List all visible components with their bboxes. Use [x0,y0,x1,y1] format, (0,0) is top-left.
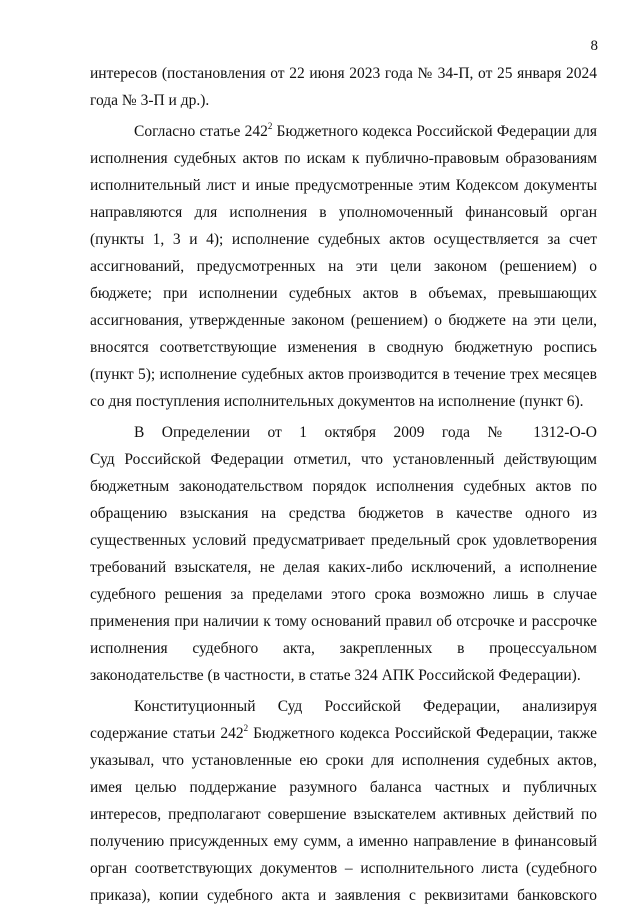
text-line: интересов (постановления от 22 июня 2023 года № 34-П, от 25 января 2024 [90,65,597,82]
text-line: года № 3-П и др.). [90,92,210,109]
text-fragment: Согласно статье 242 [134,123,268,140]
text-line: исполнительный лист и иные предусмотренные этим Кодексом документы [90,177,597,194]
superscript: 2 [267,121,273,131]
text-line: бюджетным законодательством порядок исполнения судебных актов по [90,478,597,495]
text-line: орган соответствующих документов – исполнительного листа (судебного [90,860,597,877]
text-line: Конституционный Суд Российской Федерации, анализируя [134,698,597,715]
text-fragment: Бюджетного кодекса Российской Федерации для [272,123,597,140]
text-line: требований взыскателя, не делая каких-либо исключений, а исполнение [90,559,597,576]
text-fragment: содержание статьи 242 [90,725,244,742]
text-fragment: Бюджетного кодекса Российской Федерации, также [248,725,597,742]
text-line: вносятся соответствующие изменения в сводную бюджетную роспись [90,339,597,356]
text-line: имея целью поддержание разумного баланса частных и публичных [90,779,597,796]
text-line: применения при наличии к тому оснований правил об отсрочке и рассрочке [90,613,597,630]
text-line: интересов, предполагают совершение взыскателем активных действий по [90,806,597,823]
superscript: 2 [243,723,249,733]
text-line: направляются для исполнения в уполномоченный финансовый орган [90,204,597,221]
text-line [90,720,597,747]
text-line [90,118,597,145]
page-number: 8 [590,38,598,54]
paragraph-3 [90,419,597,689]
text-line: (пункты 1, 3 и 4); исполнение судебных актов осуществляется за счет [90,231,597,248]
text-line: получению присужденных ему сумм, а именно направление в финансовый [90,833,597,850]
paragraph-2 [90,118,597,415]
text-line: В Определении от 1 октября 2009 года № 1312-О-О [134,424,597,441]
text-line: указывал, что установленные ею сроки для исполнения судебных актов, [90,752,597,769]
text-line: (пункт 5); исполнение судебных актов производится в течение трех месяцев [90,366,597,383]
text-line: бюджете; при исполнении судебных актов в объемах, превышающих [90,285,597,302]
text-line: судебного решения за пределами этого срока возможно лишь в случае [90,586,597,603]
text-line: Суд Российской Федерации отметил, что установленный действующим [90,451,597,468]
text-line: исполнения судебных актов по искам к публично-правовым образованиям [90,150,597,167]
text-line: приказа), копии судебного акта и заявления с реквизитами банковского [90,887,597,904]
text-line: со дня поступления исполнительных документов на исполнение (пункт 6). [90,393,584,410]
document-body [90,60,597,909]
text-line: законодательстве (в частности, в статье 324 АПК Российской Федерации). [90,667,581,684]
text-line: ассигнований, предусмотренных на эти цели законом (решением) о [90,258,597,275]
text-line: обращению взыскания на средства бюджетов в качестве одного из [90,505,597,522]
text-line: исполнения судебного акта, закрепленных в процессуальном [90,640,597,657]
paragraph-1 [90,60,597,114]
paragraph-4 [90,693,597,909]
text-line: ассигнования, утвержденные законом (решением) о бюджете на эти цели, [90,312,597,329]
text-line: существенных условий предусматривает предельный срок удовлетворения [90,532,597,549]
